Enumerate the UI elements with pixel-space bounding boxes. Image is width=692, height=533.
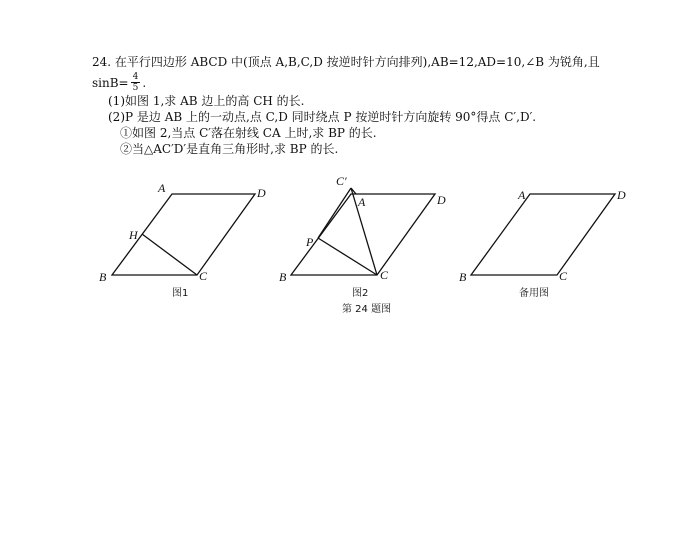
part-2-1: ①如图 2,当点 C′落在射线 CA 上时,求 BP 的长.: [120, 126, 377, 140]
fig2-label-p: P: [306, 235, 314, 249]
problem-statement: 24. 在平行四边形 ABCD 中(顶点 A,B,C,D 按逆时针方向排列),AB=12,AD=10,∠B 为锐角,且: [92, 55, 600, 69]
fig1-label-b: B: [99, 270, 107, 284]
fig2-label-d: D: [437, 193, 446, 207]
fig3-parallelogram: [471, 194, 615, 275]
fig2-caption: 图2: [352, 288, 369, 299]
fig1-caption: 图1: [172, 288, 189, 299]
sine-label: sinB=: [92, 75, 129, 90]
fig3-label-a: A: [518, 188, 526, 202]
part-1: (1)如图 1,求 AB 边上的高 CH 的长.: [108, 94, 305, 108]
fig3-label-b: B: [459, 270, 467, 284]
fig2-label-c: C: [380, 268, 389, 282]
fig2-line-p-cprime: [318, 188, 351, 238]
fig1-label-a: A: [158, 181, 166, 195]
fig2-label-b: B: [279, 270, 287, 284]
fig2-label-a: A: [358, 195, 366, 209]
sine-period: .: [142, 75, 147, 90]
fig1-label-d: D: [257, 186, 266, 200]
fig1-height-ch: [142, 234, 197, 275]
fig3-caption: 备用图: [519, 288, 549, 299]
fig2-label-cprime: C′: [336, 174, 347, 188]
figure-3: [471, 194, 615, 275]
fig1-label-h: H: [129, 228, 138, 242]
figure-set-title: 第 24 题图: [342, 304, 392, 315]
sine-denominator: 5: [132, 83, 139, 93]
part-2: (2)P 是边 AB 上的一动点,点 C,D 同时绕点 P 按逆时针方向旋转 90°得点 C′,D′.: [108, 110, 537, 124]
fig3-label-c: C: [559, 269, 568, 283]
part-2-2: ②当△AC′D′是直角三角形时,求 BP 的长.: [120, 142, 339, 156]
sine-numerator: 4: [132, 72, 139, 82]
fig3-label-d: D: [617, 188, 626, 202]
fig1-label-c: C: [199, 269, 208, 283]
